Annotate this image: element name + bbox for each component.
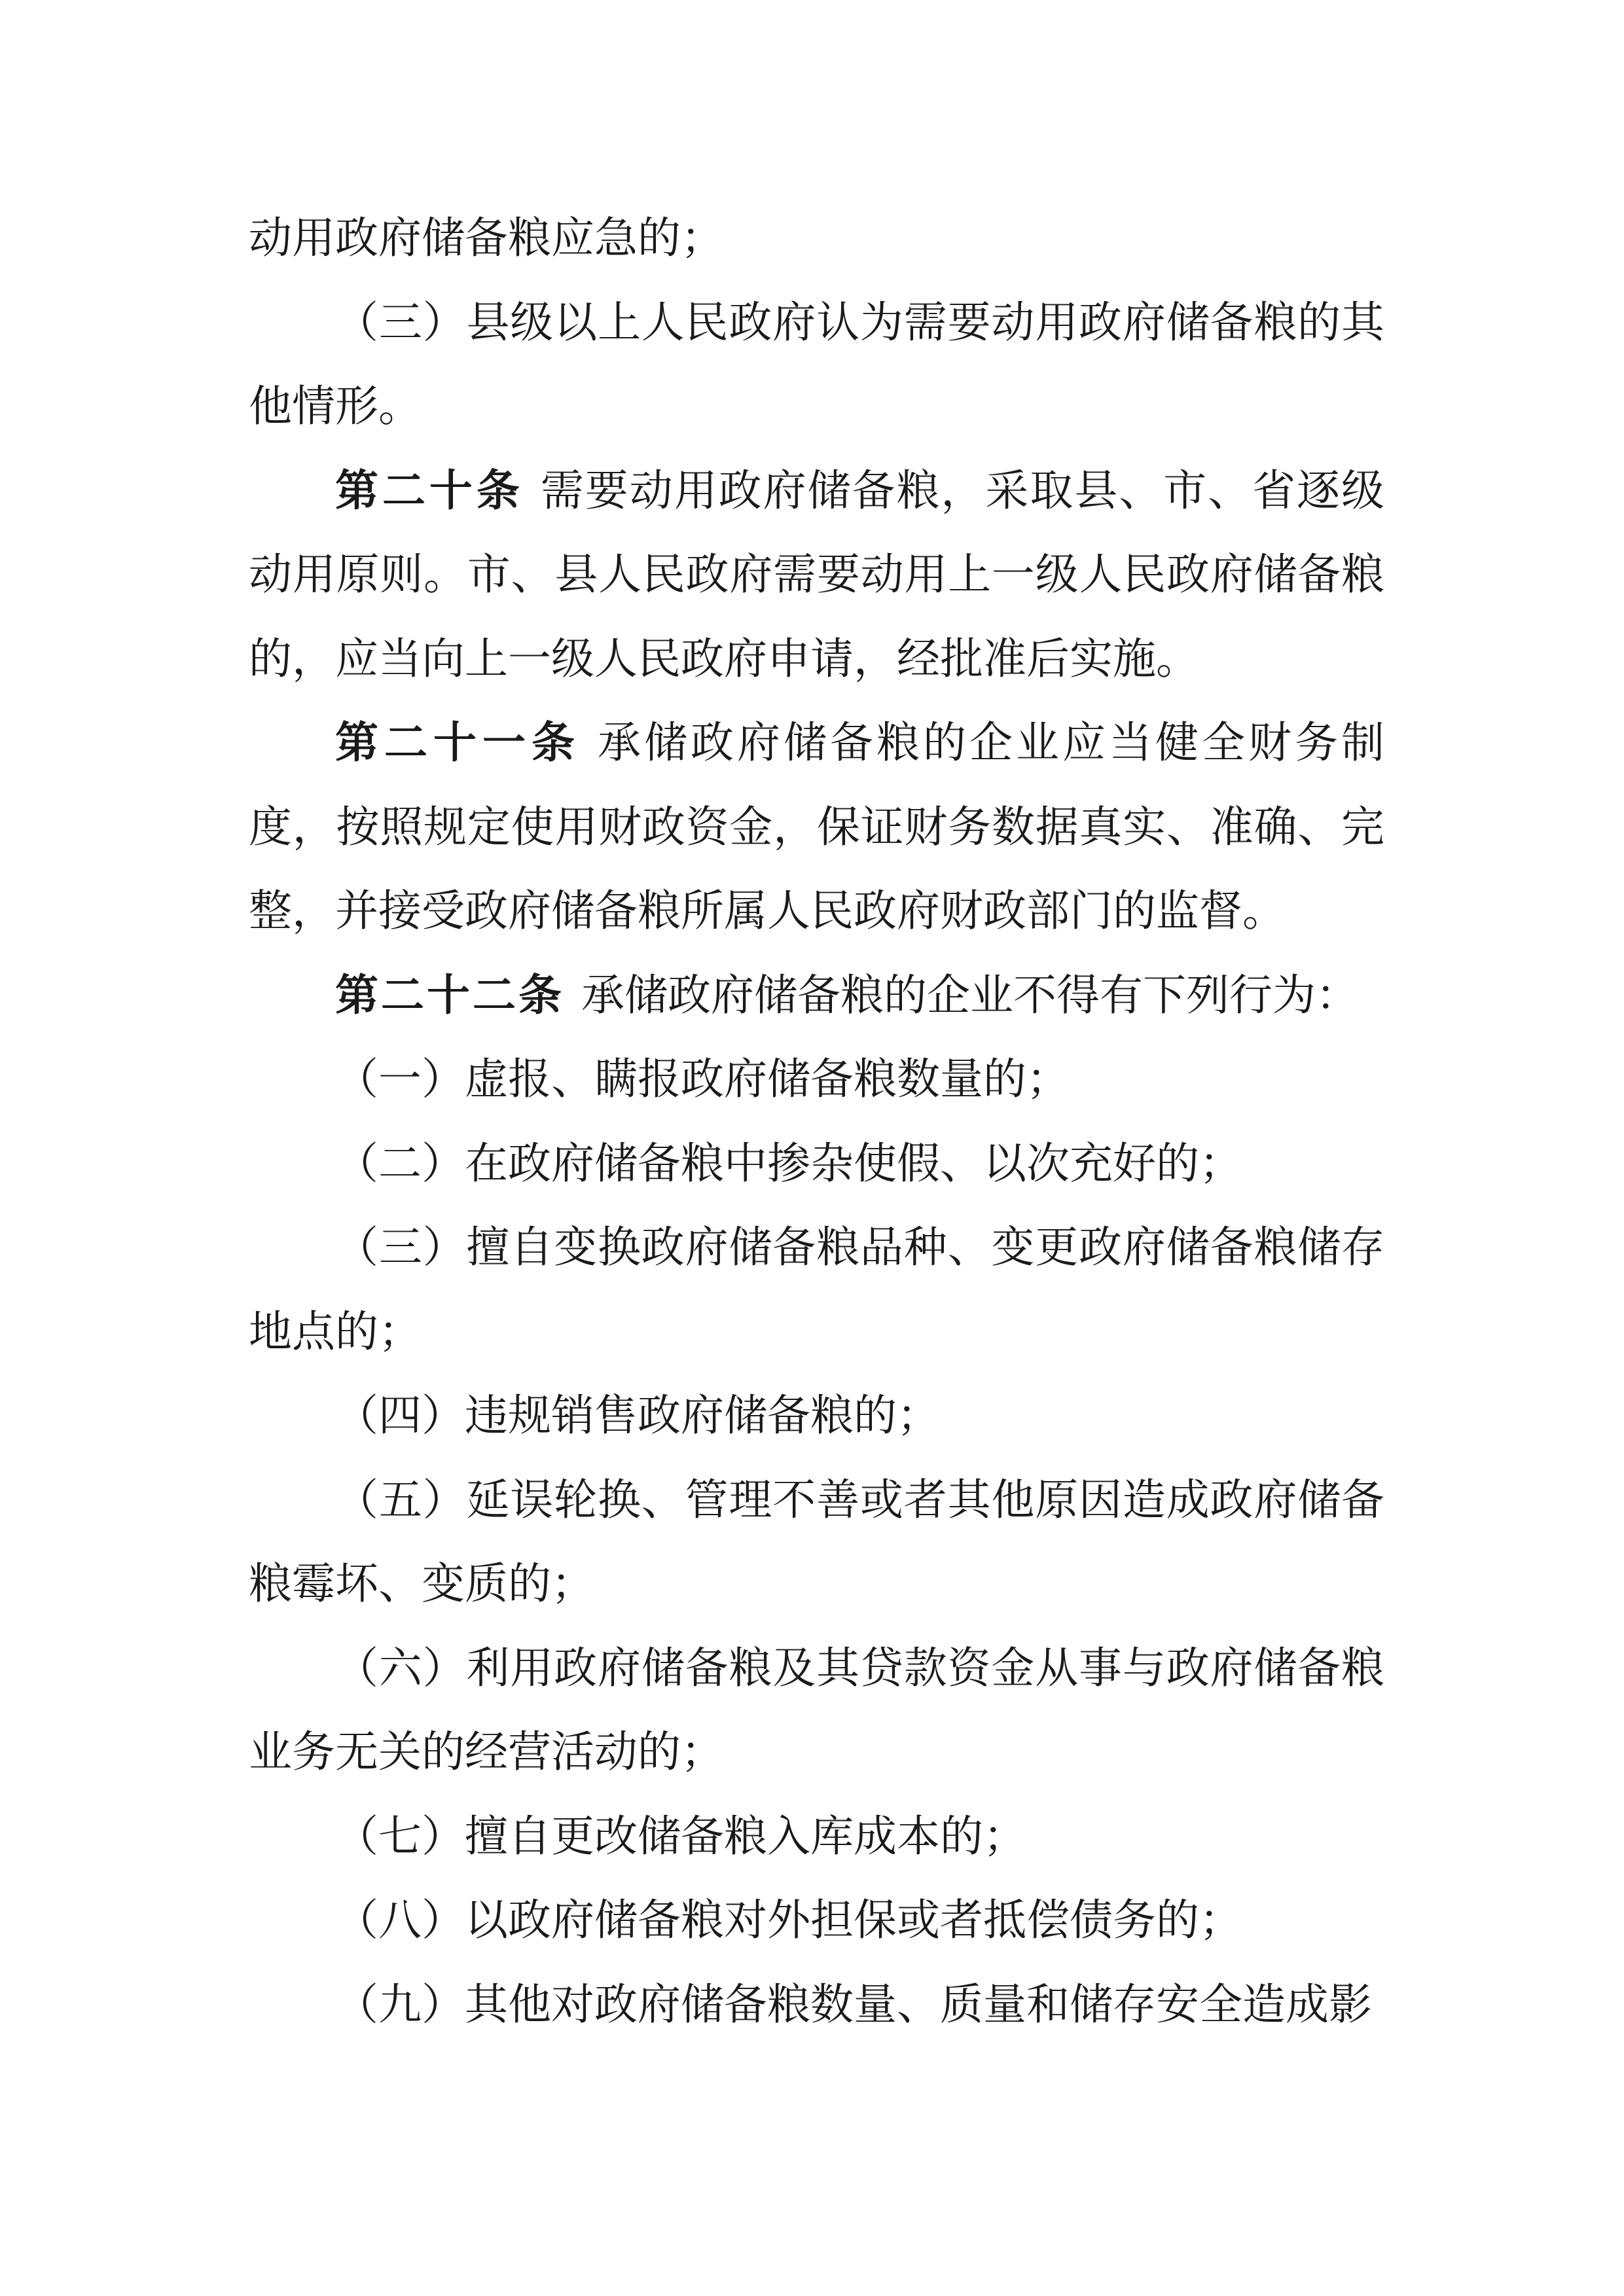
paragraph-text: （七）擅自更改储备粮入库成本的；: [335, 1810, 1026, 1861]
list-item-4: [249, 1374, 1384, 1458]
document-page: [249, 196, 1384, 2047]
paragraph-continuation: [249, 196, 1384, 281]
article-title: 第二十一条: [335, 717, 581, 768]
article-22: [249, 954, 1384, 1038]
paragraph-text: （一）虚报、瞒报政府储备粮数量的；: [335, 1054, 1070, 1104]
list-item-9: [249, 1963, 1384, 2047]
paragraph-text: （四）违规销售政府储备粮的；: [335, 1390, 940, 1441]
list-item-5: [249, 1458, 1384, 1626]
paragraph-text: （八）以政府储备粮对外担保或者抵偿债务的；: [335, 1895, 1242, 1945]
article-title: 第二十条: [335, 465, 524, 516]
paragraph-text: 承储政府储备粮的企业不得有下列行为：: [581, 969, 1359, 1020]
paragraph-text: （三）县级以上人民政府认为需要动用政府储备粮的其他情形。: [249, 296, 1384, 431]
article-21: [249, 701, 1384, 954]
paragraph-text: 需要动用政府储备粮，采取县、市、省逐级动用原则。市、县人民政府需要动用上一级人民政府储备粮的，应当向上一级人民政府申请，经批准后实施。: [249, 465, 1385, 684]
list-item-8: [249, 1878, 1384, 1963]
article-20: [249, 449, 1384, 702]
paragraph-text: （五）延误轮换、管理不善或者其他原因造成政府储备粮霉坏、变质的；: [249, 1474, 1384, 1609]
paragraph-text: （三）擅自变换政府储备粮品种、变更政府储备粮储存地点的；: [249, 1222, 1384, 1357]
list-item-1: [249, 1037, 1384, 1122]
paragraph-text: 动用政府储备粮应急的；: [249, 213, 724, 263]
list-item-3: [249, 1206, 1384, 1374]
paragraph-text: （六）利用政府储备粮及其贷款资金从事与政府储备粮业务无关的经营活动的；: [249, 1642, 1384, 1777]
paragraph-text: （二）在政府储备粮中掺杂使假、以次充好的；: [335, 1138, 1242, 1189]
list-item-6: [249, 1626, 1384, 1795]
list-item-7: [249, 1795, 1384, 1879]
paragraph-text: （九）其他对政府储备粮数量、质量和储存安全造成影: [335, 1979, 1372, 2030]
article-title: 第二十二条: [335, 969, 564, 1020]
paragraph-text: 承储政府储备粮的企业应当健全财务制度，按照规定使用财政资金，保证财务数据真实、准确、完整，并接受政府储备粮所属人民政府财政部门的监督。: [249, 717, 1384, 936]
list-item-2: [249, 1122, 1384, 1206]
list-item-3: [249, 281, 1384, 449]
